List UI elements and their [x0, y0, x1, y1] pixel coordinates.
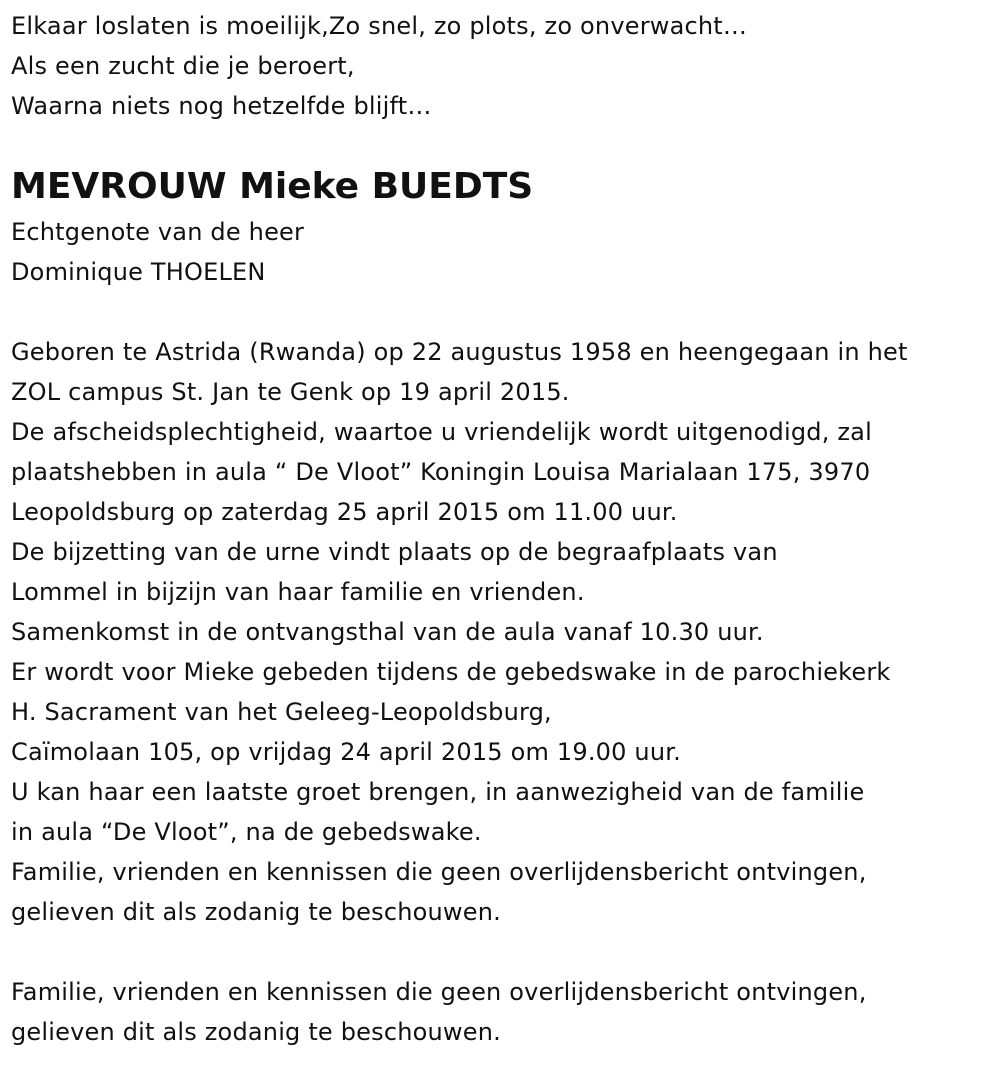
text-line: Leopoldsburg op zaterdag 25 april 2015 om 11.00 uur.	[11, 498, 678, 526]
spouse-info	[11, 212, 991, 292]
footer-line: gelieven dit als zodanig te beschouwen.	[11, 1018, 501, 1046]
deceased-name: MEVROUW Mieke BUEDTS	[11, 166, 534, 207]
text-line: ZOL campus St. Jan te Genk op 19 april 2015.	[11, 378, 570, 406]
text-line: Er wordt voor Mieke gebeden tijdens de gebedswake in de parochiekerk	[11, 658, 891, 686]
text-line: U kan haar een laatste groet brengen, in aanwezigheid van de familie	[11, 778, 865, 806]
obituary-notice	[11, 6, 991, 1052]
main-text	[11, 332, 991, 932]
text-line: Familie, vrienden en kennissen die geen overlijdensbericht ontvingen,	[11, 858, 867, 886]
text-line: Samenkomst in de ontvangsthal van de aula vanaf 10.30 uur.	[11, 618, 764, 646]
text-line: Lommel in bijzijn van haar familie en vrienden.	[11, 578, 585, 606]
text-line: Geboren te Astrida (Rwanda) op 22 augustus 1958 en heengegaan in het	[11, 338, 908, 366]
poem-line: Elkaar loslaten is moeilijk,Zo snel, zo plots, zo onverwacht…	[11, 12, 748, 40]
text-line: De bijzetting van de urne vindt plaats op de begraafplaats van	[11, 538, 778, 566]
text-line: gelieven dit als zodanig te beschouwen.	[11, 898, 501, 926]
text-line: plaatshebben in aula “ De Vloot” Koningin Louisa Marialaan 175, 3970	[11, 458, 871, 486]
footer-note	[11, 972, 991, 1052]
poem-line: Als een zucht die je beroert,	[11, 52, 355, 80]
spouse-line: Echtgenote van de heer	[11, 218, 305, 246]
poem	[11, 6, 991, 126]
spouse-line: Dominique THOELEN	[11, 258, 266, 286]
text-line: H. Sacrament van het Geleeg-Leopoldsburg,	[11, 698, 552, 726]
footer-line: Familie, vrienden en kennissen die geen overlijdensbericht ontvingen,	[11, 978, 867, 1006]
text-line: in aula “De Vloot”, na de gebedswake.	[11, 818, 482, 846]
poem-line: Waarna niets nog hetzelfde blijft…	[11, 92, 432, 120]
text-line: De afscheidsplechtigheid, waartoe u vriendelijk wordt uitgenodigd, zal	[11, 418, 872, 446]
text-line: Caïmolaan 105, op vrijdag 24 april 2015 om 19.00 uur.	[11, 738, 681, 766]
